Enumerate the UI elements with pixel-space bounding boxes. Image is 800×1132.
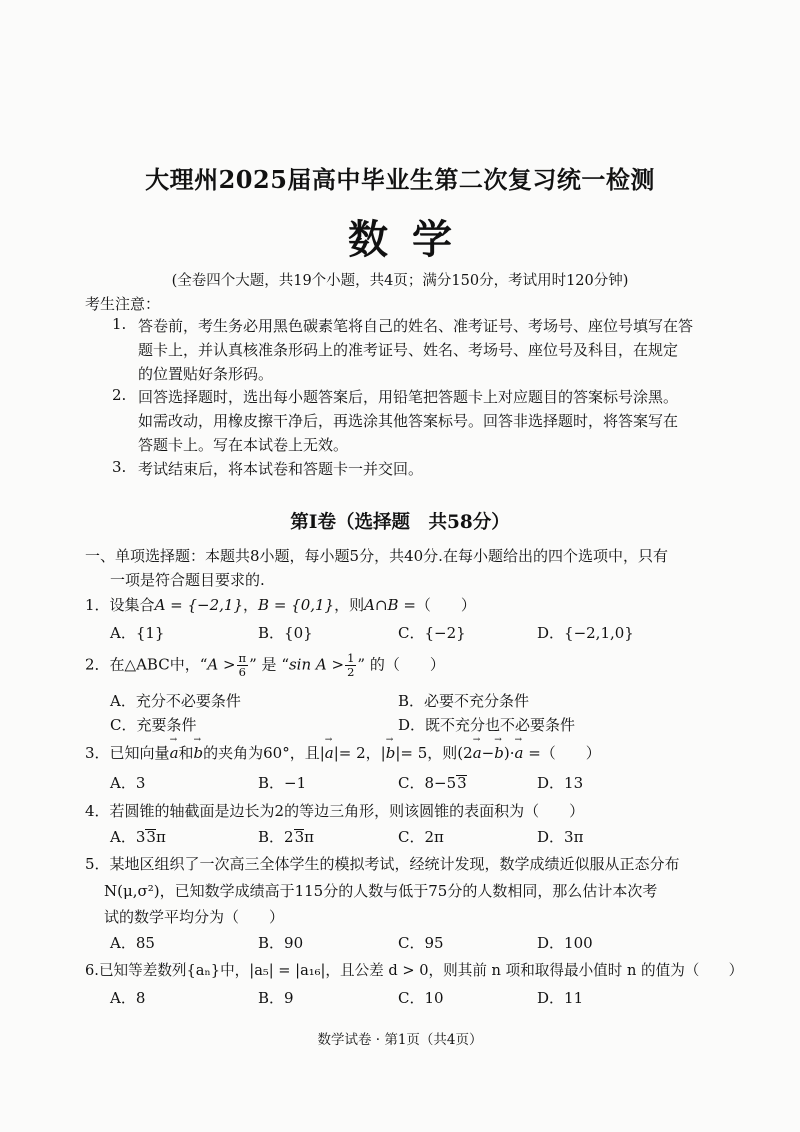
- question-number: 4．: [85, 802, 110, 820]
- option-b: B．9: [258, 989, 294, 1007]
- question-text: |= 5，则(2: [395, 744, 473, 762]
- question-2: [85, 652, 445, 679]
- notice-line: 考试结束后，将本试卷和答题卡一并交回。: [138, 460, 424, 478]
- fraction-pi-over-6: [237, 652, 249, 679]
- question-number: 5．: [85, 855, 110, 873]
- math-condition: sin A >: [288, 655, 345, 674]
- notice-line: 的位置贴好条形码。: [138, 365, 274, 383]
- notice-line: 题卡上，并认真核准条形码上的准考证号、姓名、考场号、座位号及科目，在规定: [138, 341, 679, 359]
- option-c: C．2π: [398, 828, 444, 846]
- math-operator: −: [481, 744, 495, 762]
- question-5: [85, 853, 680, 874]
- question-text: 已知等差数列{aₙ}中，|a₅| = |a₁₆|，且公差 d > 0，则其前 n 项和取得最小值时 n 的值为（ ）: [98, 962, 744, 979]
- section-heading-line: 一、单项选择题：本题共8小题，每小题5分，共40分.在每小题给出的四个选项中，只有: [85, 547, 668, 565]
- vector-a: → a: [170, 744, 179, 762]
- question-6: [85, 959, 743, 980]
- option-c: [398, 772, 467, 793]
- question-number: 6.: [85, 962, 99, 979]
- vector-a: → a: [514, 744, 523, 762]
- math-condition: A >: [207, 655, 236, 674]
- vector-b: → b: [494, 744, 504, 762]
- option-c: C．10: [398, 989, 444, 1007]
- option-c: C．充要条件: [110, 716, 197, 734]
- option-a: A．8: [110, 989, 146, 1007]
- option-d: D．既不充分也不必要条件: [398, 716, 576, 734]
- option-a: A．85: [110, 934, 155, 952]
- option-d: D．100: [537, 934, 593, 952]
- question-text: 已知向量: [109, 744, 170, 762]
- question-text: ” 的（ ）: [357, 655, 445, 674]
- option-text: B．2: [258, 828, 294, 846]
- option-b: B．{0}: [258, 624, 313, 642]
- fraction-denominator: 6: [238, 665, 246, 679]
- notice-line: 答题卡上。写在本试卷上无效。: [138, 436, 349, 454]
- option-b: B．−1: [258, 774, 307, 792]
- question-text: 某地区组织了一次高三全体学生的模拟考试，经统计发现，数学成绩近似服从正态分布: [109, 855, 680, 873]
- option-text: π: [155, 828, 166, 846]
- question-text: |= 2，|: [333, 744, 386, 762]
- answer-blank: （ ）: [415, 596, 476, 614]
- notice-item-number: 1.: [112, 315, 127, 333]
- option-a: A．{1}: [110, 624, 165, 642]
- option-a: A．3: [110, 774, 146, 792]
- question-number: 2．: [85, 655, 110, 674]
- exam-info: (全卷四个大题，共19个小题，共4页；满分150分，考试用时120分钟): [171, 273, 629, 289]
- math-set-a: A = {−2,1}: [154, 596, 244, 614]
- option-text: C．8−5: [398, 774, 457, 792]
- question-text: ，: [243, 596, 259, 614]
- answer-blank: =（ ）: [523, 744, 601, 762]
- option-text: A．3: [110, 828, 146, 846]
- option-d: D．13: [537, 774, 584, 792]
- question-text: ，则: [334, 596, 365, 614]
- question-3: [85, 742, 601, 763]
- question-text: 若圆锥的轴截面是边长为2的等边三角形，则该圆锥的表面积为（ ）: [109, 802, 585, 820]
- question-number: 3．: [85, 744, 110, 762]
- notice-line: 回答选择题时，选出每小题答案后，用铅笔把答题卡上对应题目的答案标号涂黑。: [138, 388, 679, 406]
- option-b: B．必要不充分条件: [398, 692, 530, 710]
- vector-a: → a: [325, 744, 334, 762]
- notice-heading: 考生注意：: [85, 295, 161, 313]
- notice-item-number: 2.: [112, 386, 127, 404]
- question-text: )·: [503, 744, 515, 762]
- subject-title: 数学: [348, 216, 476, 263]
- sqrt-radicand: 3: [146, 828, 156, 846]
- option-d: D．3π: [537, 828, 584, 846]
- option-a: A．充分不必要条件: [110, 692, 241, 710]
- question-text: 设集合: [109, 596, 155, 614]
- notice-line: 如需改动，用橡皮擦干净后，再选涂其他答案标号。回答非选择题时，将答案写在: [138, 412, 679, 430]
- vector-b: → b: [194, 744, 204, 762]
- fraction-denominator: 2: [347, 665, 355, 679]
- option-b: B．90: [258, 934, 304, 952]
- option-b: [258, 826, 314, 847]
- fraction-numerator: π: [238, 651, 247, 665]
- fraction-one-half: [345, 652, 356, 679]
- option-a: [110, 826, 166, 847]
- question-text: 的夹角为60°，且|: [203, 744, 325, 762]
- option-text: π: [304, 828, 314, 846]
- section-title: 第Ⅰ卷（选择题 共58分）: [290, 512, 510, 533]
- question-1: [85, 594, 476, 615]
- question-4: [85, 800, 584, 821]
- option-c: C．{−2}: [398, 624, 466, 642]
- math-expression: A∩B =: [364, 596, 416, 614]
- fraction-numerator: 1: [347, 651, 355, 665]
- question-text: 和: [178, 744, 194, 762]
- sqrt-radicand: 3: [294, 828, 305, 846]
- question-text: ” 是 “: [249, 655, 289, 674]
- option-d: D．11: [537, 989, 584, 1007]
- exam-title: 大理州2025届高中毕业生第二次复习统一检测: [145, 165, 655, 194]
- vector-b: → b: [386, 744, 396, 762]
- notice-line: 答卷前，考生务必用黑色碳素笔将自己的姓名、准考证号、考场号、座位号填写在答: [138, 317, 694, 335]
- question-line: 试的数学平均分为（ ）: [104, 908, 285, 926]
- notice-item-number: 3.: [112, 458, 127, 476]
- question-number: 1．: [85, 596, 110, 614]
- section-heading-line: 一项是符合题目要求的.: [110, 571, 265, 589]
- page-footer: 数学试卷 · 第1页（共4页）: [317, 1032, 483, 1048]
- vector-a: → a: [473, 744, 482, 762]
- option-c: C．95: [398, 934, 444, 952]
- sqrt-radicand: 3: [457, 774, 467, 792]
- question-line: N(μ,σ²)，已知数学成绩高于115分的人数与低于75分的人数相同，那么估计本次考: [104, 882, 658, 900]
- option-d: D．{−2,1,0}: [537, 624, 634, 642]
- question-text: 在△ABC中，“: [109, 655, 208, 674]
- math-set-b: B = {0,1}: [258, 596, 335, 614]
